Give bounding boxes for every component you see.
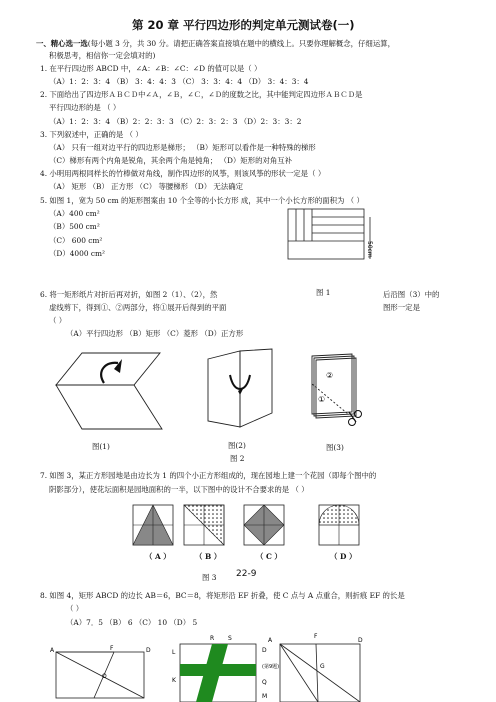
figure-2-3-caption: 图(3) [326, 443, 344, 452]
figure-2-1-folding [52, 345, 180, 435]
q2-stem-a: 2. 下面给出了四边形ＡＢＣＤ中∠Ａ，∠Ｂ，∠Ｃ，∠Ｄ的度数之比，其中能判定四边形ＡＢＣＤ是 [40, 90, 363, 99]
q8-stem-b: （ ） [66, 604, 84, 613]
figure-1-rectangle-pattern [286, 207, 378, 269]
section-intro-b: 积极思考，相信你一定会填对的) [49, 51, 156, 60]
q6-right-a: 后沿图（3）中的 [383, 290, 440, 299]
figure-3-label-c: （ C ） [256, 552, 282, 561]
q5-option-d: （D）4000 cm² [49, 249, 105, 258]
figure-6-label-d2: D [262, 647, 267, 654]
q2-stem-b: 平行四边形的是 （ ） [49, 103, 121, 112]
figure-1-dimension: 50cm [366, 241, 373, 258]
figure-5-label-l: L [172, 649, 176, 656]
figure-3-design-a [132, 504, 174, 546]
figure-3-label-a: （ A ） [145, 552, 171, 561]
q6-stem-c: （ ） [49, 316, 67, 325]
figure-6-label-m: M [262, 693, 268, 700]
figure-4-label-f: F [110, 645, 114, 652]
figure-3-label-b: （ B ） [195, 552, 222, 561]
figure-4-rectangle-fold [48, 640, 158, 702]
q4-stem: 4. 小明用两根同样长的竹棒做对角线，制作四边形的风筝，则该风筝的形状一定是（ ） [40, 169, 326, 178]
q5-option-c: （C） 600 cm² [49, 236, 103, 245]
figure-6-label-a: A [268, 637, 273, 644]
figure-6-label-d: D [358, 637, 363, 644]
q1-options: （A）1：2：3：4 （B） 3：4：4：3 （C） 3：3：4：4 （D） 3：4：3：4 [49, 77, 309, 86]
figure-3-code: 22-9 [236, 569, 257, 579]
figure-1-caption: 图 1 [316, 288, 331, 297]
figure-3-design-b [183, 504, 225, 546]
figure-2-3-cutting [308, 350, 368, 434]
figure-5-crossing-strips [172, 634, 264, 702]
q6-options: （A）平行四边形 （B）矩形 （C）菱形 （D）正方形 [66, 329, 244, 338]
q7-stem-b: 阴影部分），使花坛面积是园地面积的一半，以下图中的设计不合要求的是 （ ） [49, 485, 309, 494]
q6-right-b: 图形一定是 [383, 303, 420, 312]
figure-3-design-c [243, 504, 285, 546]
figure-3-design-d [318, 504, 360, 546]
q5-option-a: （A）400 cm² [49, 209, 100, 218]
q3-stem: 3. 下列叙述中，正确的是 （ ） [40, 130, 143, 139]
figure-2-1-caption: 图(1) [92, 442, 110, 451]
figure-2-3-mark-2: ② [326, 371, 334, 380]
section-intro-a: (每小题 3 分，共 30 分。请把正确答案直接填在题中的横线上。只要你理解概念，仔细运算， [87, 39, 395, 48]
figure-5-label-k: K [172, 677, 176, 684]
figure-3-label-d: （ D ） [330, 552, 357, 561]
section-intro-line-1 [36, 38, 395, 49]
figure-2-2-folding [200, 345, 290, 435]
figure-6-rectangle-fold [262, 632, 374, 702]
figure-6-label-q: Q [262, 679, 267, 686]
q2-options: （A）1：2：3：4 （B）2：2：3：3 （C）2：3：2：3 （D）2：3：3：2 [49, 117, 302, 126]
figure-4-label-o: O [102, 673, 107, 680]
figure-3-caption: 图 3 [202, 573, 217, 582]
figure-4-label-a: A [50, 647, 55, 654]
figure-2-2-caption: 图(2) [228, 441, 246, 450]
q7-stem-a: 7. 如图 3，某正方形园地是由边长为 1 的四个小正方形组成的，现在园地上建一个花园（即每个图中的 [40, 471, 377, 480]
q8-options: （A）7．5 （B） 6 （C） 10 （D） 5 [66, 618, 198, 627]
page-title: 第 20 章 平行四边形的判定单元测试卷(一) [132, 18, 355, 32]
q6-stem-a: 6. 将一矩形纸片对折后再对折，如图 2（1）、（2），然 [40, 290, 218, 299]
q4-options: （A） 矩形 （B） 正方形 （C） 等腰梯形 （D） 无法确定 [49, 182, 243, 191]
figure-6-label-g: G [320, 663, 325, 670]
q5-option-b: （B）500 cm² [49, 222, 100, 231]
q8-stem-a: 8. 如图 4，矩形 ABCD 的边长 AB＝6，BC＝8，将矩形沿 EF 折叠，使 C 点与 A 点重合，则折痕 EF 的长是 [40, 591, 405, 600]
q6-stem-b: 虚线剪下，得到①、②两部分，将①展开后得到的平面 [49, 303, 227, 312]
figure-6-note: (第9题) [262, 664, 280, 670]
figure-5-label-s: S [228, 635, 232, 642]
figure-5-label-r: R [210, 635, 215, 642]
figure-2-caption: 图 2 [230, 454, 245, 463]
figure-4-label-d: D [146, 647, 151, 654]
figure-2-3-mark-1: ① [318, 395, 326, 404]
q5-stem: 5. 如图 1，宽为 50 cm 的矩形图案由 10 个全等的小长方形 成，其中一个小长方形的面积为 （ ） [40, 196, 364, 205]
q1-stem: 1. 在平行四边形 ABCD 中，∠A：∠B：∠C：∠D 的值可以是（ ） [40, 64, 262, 73]
q3-option-cd: （C）梯形有两个内角是锐角，其余两个角是钝角； （D）矩形的对角互补 [49, 156, 293, 165]
scissors-icon [349, 411, 362, 426]
section-heading: 一、精心选一选 [36, 39, 88, 48]
figure-6-label-f: F [314, 633, 318, 640]
q3-option-ab: （A） 只有一组对边平行的四边形是梯形； （B）矩形可以看作是一种特殊的梯形 [49, 143, 316, 152]
